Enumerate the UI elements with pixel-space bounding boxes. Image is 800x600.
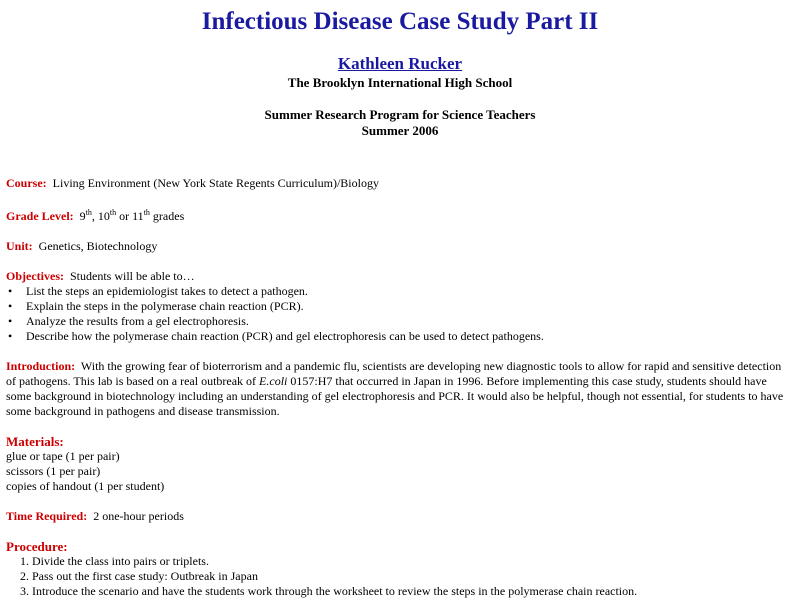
introduction-section bbox=[6, 359, 790, 419]
procedure-label: Procedure: bbox=[6, 539, 68, 554]
unit-section bbox=[6, 239, 790, 254]
objectives-section bbox=[6, 269, 790, 344]
page-title: Infectious Disease Case Study Part II bbox=[201, 8, 599, 35]
time-required-section bbox=[6, 509, 790, 524]
objectives-intro: Students will be able to… bbox=[69, 269, 195, 283]
objective-item: • List the steps an epidemiologist takes to detect a pathogen. bbox=[26, 284, 790, 299]
grade-label: Grade Level: bbox=[6, 209, 74, 223]
objective-item: • Describe how the polymerase chain reaction (PCR) and gel electrophoresis can be used to detect pathogens. bbox=[26, 329, 790, 344]
objectives-label: Objectives: bbox=[6, 269, 64, 283]
materials-item: copies of handout (1 per student) bbox=[6, 479, 165, 493]
introduction-label: Introduction: bbox=[6, 359, 76, 373]
materials-item: glue or tape (1 per pair) bbox=[6, 449, 120, 463]
introduction-text-after: 0157:H7 that occurred in Japan in 1996. Before implementing this case study, students should have some background in biotechnology including an understanding of gel electrophoresis and PCR. It would also be helpful, though not essential, for students to have some background in pathogens and disease transmission. bbox=[6, 374, 784, 418]
grade-third-suffix: th bbox=[143, 208, 150, 217]
grade-second: 10 bbox=[97, 209, 110, 223]
grade-first-suffix: th bbox=[85, 208, 92, 217]
introduction-organism: E.coli bbox=[259, 374, 288, 388]
grade-third: 11 bbox=[132, 209, 144, 223]
objectives-heading bbox=[6, 269, 790, 284]
document-body bbox=[0, 176, 800, 599]
materials-item: scissors (1 per pair) bbox=[6, 464, 101, 478]
grade-first: 9 bbox=[79, 209, 86, 223]
school-name: The Brooklyn International High School bbox=[287, 75, 513, 90]
grade-second-suffix: th bbox=[109, 208, 117, 217]
grade-value bbox=[80, 209, 185, 223]
procedure-list bbox=[6, 554, 790, 599]
course-label: Course: bbox=[6, 176, 47, 190]
unit-label: Unit: bbox=[6, 239, 33, 253]
program-session: Summer 2006 bbox=[361, 123, 439, 138]
course-section bbox=[6, 176, 790, 191]
author-link[interactable]: Kathleen Rucker bbox=[337, 54, 463, 73]
course-value: Living Environment (New York State Regents Curriculum)/Biology bbox=[52, 176, 379, 190]
procedure-section bbox=[6, 539, 790, 599]
grade-suffix: grades bbox=[149, 209, 185, 223]
procedure-step: 2. Pass out the first case study: Outbreak in Japan bbox=[32, 569, 790, 584]
time-required-label: Time Required: bbox=[6, 509, 88, 523]
procedure-step: 3. Introduce the scenario and have the students work through the worksheet to review the steps in the polymerase chain reaction. bbox=[32, 584, 790, 599]
materials-section bbox=[6, 434, 790, 494]
objective-item: • Analyze the results from a gel electrophoresis. bbox=[26, 314, 790, 329]
document-header bbox=[0, 0, 800, 139]
materials-label: Materials: bbox=[6, 434, 64, 449]
program-name: Summer Research Program for Science Teachers bbox=[264, 107, 536, 122]
introduction-text-before: With the growing fear of bioterrorism and a pandemic flu, scientists are developing new diagnostic tools to allow for rapid and sensitive detection of pathogens. This lab is based on a real outbreak of bbox=[6, 359, 782, 388]
unit-value: Genetics, Biotechnology bbox=[38, 239, 158, 253]
procedure-step: 1. Divide the class into pairs or triplets. bbox=[32, 554, 790, 569]
objective-item: • Explain the steps in the polymerase chain reaction (PCR). bbox=[26, 299, 790, 314]
objectives-list bbox=[6, 284, 790, 344]
time-required-value: 2 one-hour periods bbox=[93, 509, 184, 523]
grade-separator-1: , bbox=[91, 209, 98, 223]
grade-section bbox=[6, 209, 790, 224]
grade-separator-2: or bbox=[116, 209, 133, 223]
